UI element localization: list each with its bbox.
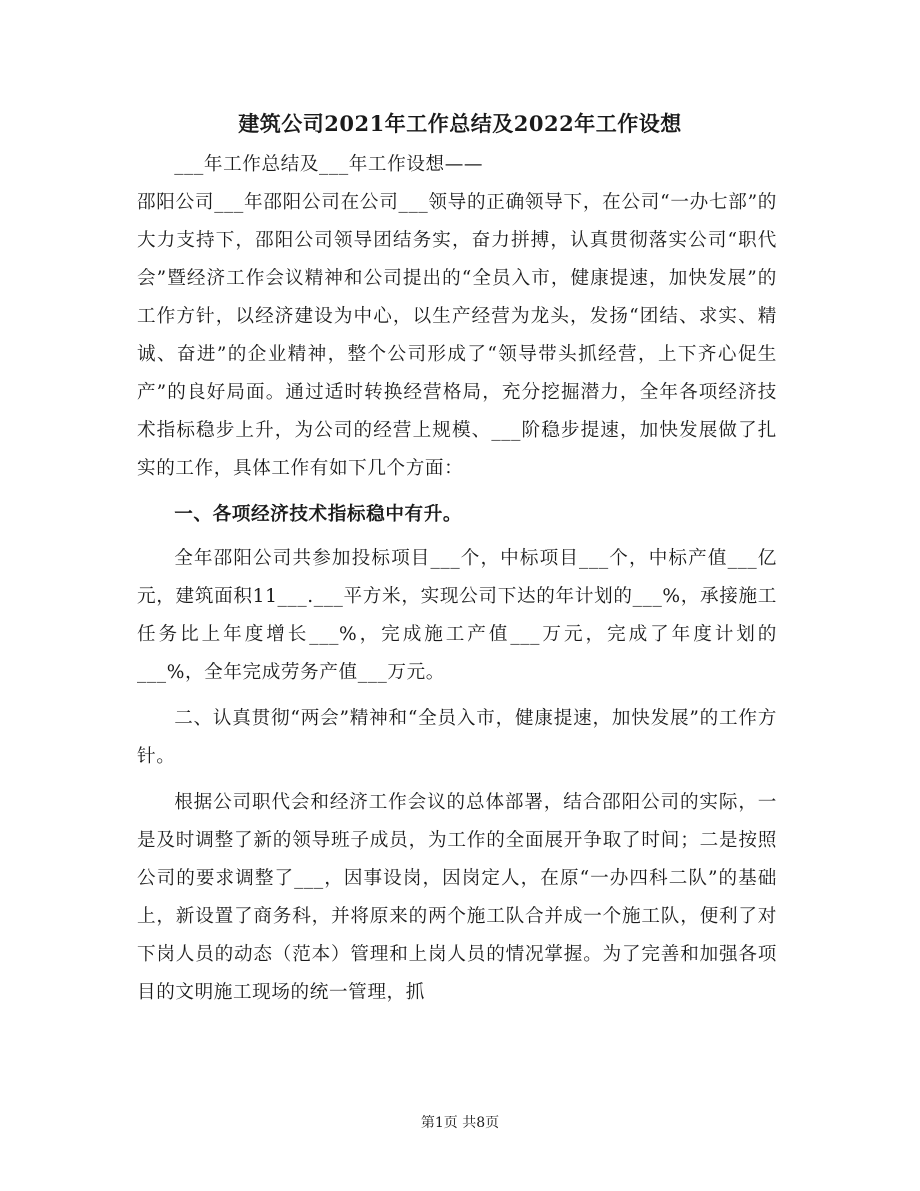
intro-paragraph: 邵阳公司___年邵阳公司在公司___领导的正确领导下，在公司“一办七部”的大力支持下，邵阳公司领导团结务实，奋力拼搏，认真贯彻落实公司“职代会”暨经济工作会议精神和公司提出的“全员入市，健康提速，加快发展”的工作方针，以经济建设为中心，以生产经营为龙头，发扬“团结、求实、精诚、奋进”的企业精神，整个公司形成了“领导带头抓经营，上下齐心促生产”的良好局面。通过适时转换经营格局，充分挖掘潜力，全年各项经济技术指标稳步上升，为公司的经营上规模、___阶稳步提速，加快发展做了扎实的工作，具体工作有如下几个方面： — [137, 192, 777, 479]
section-heading-2: 二、认真贯彻“两会”精神和“全员入市，健康提速，加快发展”的工作方针。 — [137, 708, 777, 767]
subtitle-line: ___年工作总结及___年工作设想—— — [174, 154, 484, 175]
document-body — [137, 146, 777, 1012]
document-title: 建筑公司2021年工作总结及2022年工作设想 — [238, 111, 682, 136]
section-heading-1: 一、各项经济技术指标稳中有升。 — [174, 504, 463, 525]
indicators-paragraph: 全年邵阳公司共参加投标项目___个，中标项目___个，中标产值___亿元，建筑面积11___.___平方米，实现公司下达的年计划的___%，承接施工任务比上年度增长___%，完成施工产值___万元，完成了年度计划的___%，全年完成劳务产值___万元。 — [137, 548, 777, 683]
page-number-footer: 第1页 共8页 — [420, 1115, 500, 1131]
deployment-paragraph: 根据公司职代会和经济工作会议的总体部署，结合邵阳公司的实际，一是及时调整了新的领导班子成员，为工作的全面展开争取了时间；二是按照公司的要求调整了___，因事设岗，因岗定人，在原“一办四科二队”的基础上，新设置了商务科，并将原来的两个施工队合并成一个施工队，便利了对下岗人员的动态（范本）管理和上岗人员的情况掌握。为了完善和加强各项目的文明施工现场的统一管理，抓 — [137, 792, 777, 1003]
